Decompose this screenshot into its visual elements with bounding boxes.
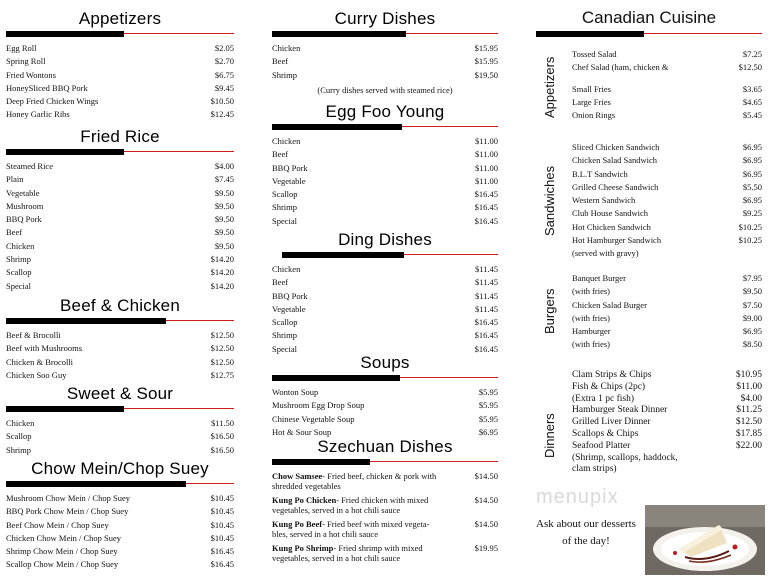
section-divider (272, 251, 498, 259)
menu-item-price: $9.00 (742, 312, 762, 323)
section-divider (6, 30, 234, 38)
menu-item (6, 356, 234, 369)
menu-item (6, 55, 234, 68)
menu-item-price: $4.00 (214, 161, 234, 171)
menu-item-price: $16.45 (474, 317, 498, 328)
menu-item-price: $12.50 (210, 330, 234, 340)
menu-item (572, 417, 762, 429)
section-title: Fried Rice (80, 127, 160, 146)
menu-item-name: Shrimp (6, 444, 32, 455)
menu-item-price: $10.25 (738, 221, 762, 232)
menu-item (6, 266, 234, 279)
menu-item-price: $11.45 (474, 303, 498, 314)
menu-item-price: $16.45 (474, 343, 498, 354)
egg-foo-young-section (272, 101, 498, 228)
menu-item-price: $6.95 (742, 142, 762, 152)
menu-item (6, 519, 234, 532)
menu-item-name (272, 470, 442, 494)
menu-item-name: B.L.T Sandwich (572, 168, 628, 179)
menu-item-price: $5.95 (478, 400, 498, 411)
menu-item-name: Special (272, 215, 298, 226)
szechuan-section (272, 436, 498, 566)
canadian-burgers-list (572, 272, 762, 352)
menu-item-bold-name: Kung Po Beef (272, 519, 323, 529)
menu-item-price: $11.00 (474, 149, 498, 160)
menu-item (572, 382, 762, 394)
menu-item (272, 188, 498, 201)
section-divider (6, 317, 234, 325)
dessert-note-line1: Ask about our desserts (536, 518, 636, 530)
menu-item (572, 338, 762, 351)
menu-item-price: $15.95 (474, 43, 498, 53)
menu-item (272, 399, 498, 412)
menu-item-name: Chicken Soo Guy (6, 369, 67, 380)
section-title: Egg Foo Young (325, 102, 445, 121)
menu-item-price: $5.50 (742, 181, 762, 192)
menu-item-price: $7.45 (214, 174, 234, 185)
section-divider (272, 374, 498, 382)
menu-item-price: $17.85 (735, 428, 762, 439)
menu-item (272, 386, 498, 399)
menu-item (6, 532, 234, 545)
menu-item-price: $14.20 (210, 280, 234, 291)
menu-item-name: Fried Wontons (6, 69, 56, 80)
menu-item (272, 55, 498, 68)
menu-item-price: $14.20 (210, 267, 234, 278)
menu-item (272, 175, 498, 188)
beef-chicken-section (6, 295, 234, 382)
section-divider (272, 30, 498, 38)
menu-item (572, 441, 762, 453)
menu-item (6, 280, 234, 293)
menu-item (572, 207, 762, 220)
menu-item-name: Mushroom Chow Mein / Chop Suey (6, 493, 130, 503)
section-title: Soups (360, 353, 410, 372)
menu-item-name: Egg Roll (6, 43, 37, 53)
menu-item-name: Hot & Sour Soup (272, 426, 332, 437)
menu-item (272, 494, 498, 518)
menu-item (572, 312, 762, 325)
menu-item-name: Grilled Cheese Sandwich (572, 181, 659, 192)
menu-item (6, 200, 234, 213)
menu-item (572, 168, 762, 181)
menu-item-price: $6.95 (742, 155, 762, 166)
menu-item-description: - Fried chicken with mixed vegetables, served in a hot chili sauce (272, 495, 429, 515)
menu-item (272, 69, 498, 82)
menu-item-price: $5.95 (478, 387, 498, 397)
menu-item-price: $9.50 (214, 200, 234, 211)
menu-item-price: $7.95 (742, 273, 762, 283)
menu-item-name: Shrimp (272, 69, 298, 80)
menu-item-name: Beef (272, 277, 289, 288)
menu-item (572, 109, 762, 122)
menu-item-price: $12.50 (738, 62, 762, 73)
menu-item-name: Beef (272, 56, 289, 67)
menu-item (6, 369, 234, 382)
menu-item-name: clam strips) (572, 464, 617, 475)
menu-item-name: Shrimp (6, 254, 32, 265)
menu-item (272, 542, 498, 566)
menu-item-price: $6.95 (742, 326, 762, 337)
menu-item (6, 329, 234, 342)
menu-item-name: Clam Strips & Chips (572, 370, 652, 380)
menu-item (6, 108, 234, 121)
menu-item-price: $6.95 (478, 426, 498, 437)
section-title: Curry Dishes (334, 9, 436, 28)
menu-item-name: (Extra 1 pc fish) (572, 393, 634, 404)
section-title: Szechuan Dishes (317, 437, 453, 456)
menu-item-name: (served with gravy) (572, 248, 639, 259)
menu-item (272, 215, 498, 228)
section-divider (536, 30, 762, 38)
menu-item (572, 370, 762, 382)
menu-item-name: Spring Roll (6, 56, 46, 67)
menu-item-name: Sliced Chicken Sandwich (572, 142, 660, 152)
dessert-note (536, 516, 636, 550)
menu-item-name: Plain (6, 174, 24, 185)
menu-item (6, 505, 234, 518)
menu-item-name: Onion Rings (572, 110, 616, 121)
menu-item-price: $12.45 (210, 109, 234, 120)
menu-item (6, 444, 234, 457)
menu-item-price: $10.45 (210, 519, 234, 530)
menu-item-name: Wonton Soup (272, 387, 319, 397)
menu-item-price: $11.45 (474, 264, 498, 274)
menu-item (6, 226, 234, 239)
menu-item-name: Mushroom (6, 200, 44, 211)
menu-item-price: $14.50 (474, 471, 498, 481)
menu-item (272, 329, 498, 342)
menu-item-price: $8.50 (742, 339, 762, 350)
menu-item-name: Fish & Chips (2pc) (572, 381, 646, 392)
menu-item-name: Western Sandwich (572, 195, 636, 206)
menu-item (6, 173, 234, 186)
menu-item-price: $10.50 (210, 96, 234, 107)
menu-item (6, 430, 234, 443)
menu-item-price: $11.00 (736, 381, 762, 392)
menu-item-price: $9.50 (214, 227, 234, 238)
canadian-dinners-list (572, 370, 762, 476)
menu-item (272, 290, 498, 303)
menu-item (572, 48, 762, 61)
menu-item-name: Hamburger (572, 326, 611, 337)
menu-item (6, 42, 234, 55)
section-title: Beef & Chicken (60, 296, 180, 315)
menu-item-name: Club House Sandwich (572, 208, 649, 219)
menu-item (572, 325, 762, 338)
ding-section (272, 229, 498, 356)
menu-item-price: $16.50 (210, 431, 234, 442)
menu-item-price: $6.75 (214, 69, 234, 80)
menu-item-price: $22.00 (735, 440, 762, 451)
menu-item (572, 285, 762, 298)
menu-item-price: $10.45 (210, 493, 234, 503)
soups-section (272, 352, 498, 439)
menu-item-price: $7.25 (742, 49, 762, 59)
menu-item (572, 154, 762, 167)
menu-item-price: $11.45 (474, 290, 498, 301)
menu-item-price: $9.50 (214, 240, 234, 251)
menu-item-name (272, 494, 442, 518)
fried-rice-section (6, 126, 234, 293)
appetizers-section (6, 8, 234, 122)
menu-item-price: $5.45 (742, 110, 762, 121)
menu-item (572, 247, 762, 260)
menu-item-name: (with fries) (572, 312, 611, 323)
menu-item-price: $11.45 (474, 277, 498, 288)
menu-item (6, 213, 234, 226)
section-divider (272, 458, 498, 466)
menu-item-name: Chicken Chow Mein / Chop Suey (6, 532, 121, 543)
menu-item-name: Beef Chow Mein / Chop Suey (6, 519, 109, 530)
menu-item-name: Scallop Chow Mein / Chop Suey (6, 559, 119, 570)
menu-item (6, 545, 234, 558)
sandwiches-side-label: Sandwiches (542, 165, 557, 236)
menu-item-name: Beef & Brocolli (6, 330, 61, 340)
menu-item-name: Hot Chicken Sandwich (572, 221, 651, 232)
menu-item (272, 201, 498, 214)
menu-item-name (272, 518, 442, 542)
menu-item-price: $16.50 (210, 444, 234, 455)
menu-item-name: Chicken Salad Burger (572, 299, 647, 310)
menu-item-name: Chicken Salad Sandwich (572, 155, 657, 166)
menu-item (272, 42, 498, 55)
menu-item-price: $14.50 (474, 519, 498, 529)
menu-item-price: $4.65 (742, 96, 762, 107)
menu-item-name: (Shrimp, scallops, haddock, (572, 452, 678, 463)
menu-item-name: Scallop (272, 317, 298, 328)
menu-item-name: Scallop (6, 431, 32, 442)
menu-item-price: $12.50 (210, 343, 234, 354)
menu-item (572, 194, 762, 207)
menu-item-price: $7.50 (742, 299, 762, 310)
menu-item (272, 518, 498, 542)
menu-item-name: Chicken (272, 264, 301, 274)
menu-item-name: Deep Fried Chicken Wings (6, 96, 99, 107)
menu-item-price: $19.50 (474, 69, 498, 80)
menu-item-price: $12.75 (210, 369, 234, 380)
menu-item-name: Seafood Platter (572, 440, 631, 451)
canadian-appetizers-list (572, 48, 762, 122)
menu-item-name: BBQ Pork Chow Mein / Chop Suey (6, 506, 129, 517)
menu-item (6, 160, 234, 173)
menu-item-price: $10.95 (735, 370, 762, 380)
menu-item-name: Shrimp (272, 330, 298, 341)
menu-item (272, 162, 498, 175)
menu-item-name: BBQ Pork (272, 290, 308, 301)
menu-item-name: Chicken (6, 240, 35, 251)
menu-item-name: Shrimp Chow Mein / Chop Suey (6, 546, 118, 557)
menu-item-price: $11.00 (474, 136, 498, 146)
menu-item (6, 558, 234, 571)
menu-item-name: Chicken (272, 136, 301, 146)
menu-item-bold-name: Chow Samsee (272, 471, 323, 481)
menu-item-name: BBQ Pork (272, 162, 308, 173)
menu-item-price: $14.50 (474, 495, 498, 505)
menu-item (572, 234, 762, 247)
menu-item-price: $2.70 (214, 56, 234, 67)
menu-item (572, 405, 762, 417)
menu-item (6, 253, 234, 266)
menu-item (272, 470, 498, 494)
menu-item-price: $16.45 (474, 202, 498, 213)
chow-mein-section (6, 458, 234, 572)
menu-item (6, 492, 234, 505)
menu-item-price: $16.45 (474, 189, 498, 200)
menu-item-name: Chef Salad (ham, chicken & (572, 62, 669, 73)
menu-item-price: $9.50 (214, 187, 234, 198)
menu-item (6, 95, 234, 108)
menu-item (6, 82, 234, 95)
menu-item (572, 181, 762, 194)
dessert-photo (645, 505, 765, 575)
menu-item-name: Grilled Liver Dinner (572, 417, 651, 428)
menu-item-name: (with fries) (572, 339, 611, 350)
menu-item-price: $14.20 (210, 254, 234, 265)
menu-item (572, 299, 762, 312)
menu-item (572, 272, 762, 285)
menu-item-name: Tossed Salad (572, 49, 617, 59)
menu-item (6, 69, 234, 82)
menu-item-price: $6.95 (742, 195, 762, 206)
menu-item-price: $10.25 (738, 235, 762, 246)
appetizers-side-label: Appetizers (542, 56, 557, 118)
menu-item-price: $3.65 (742, 83, 762, 94)
menu-item-name: Banquet Burger (572, 273, 626, 283)
menu-item (572, 75, 762, 83)
menu-item-price: $11.00 (474, 175, 498, 186)
menu-item-price: $16.45 (210, 546, 234, 557)
menu-item-name: Beef with Mushrooms (6, 343, 83, 354)
menu-item (572, 61, 762, 74)
menu-item-name: Scallop (6, 267, 32, 278)
menu-item-name: Chicken (272, 43, 301, 53)
menu-item (6, 187, 234, 200)
menu-item-description: - Fried shrimp with mixed vegetables, served in a hot chili sauce (272, 543, 423, 563)
menu-item (572, 429, 762, 441)
menu-item-name: Honey Garlic Ribs (6, 109, 70, 120)
section-divider (6, 405, 234, 413)
menu-item-name: Chicken & Brocolli (6, 356, 74, 367)
menu-item-price: $12.50 (735, 417, 762, 428)
menu-item-name: Beef (272, 149, 289, 160)
menu-item-price: $16.45 (474, 330, 498, 341)
menu-item-price: $11.00 (474, 162, 498, 173)
burgers-side-label: Burgers (542, 288, 557, 334)
section-title: Chow Mein/Chop Suey (31, 459, 209, 478)
section-title: Appetizers (78, 9, 162, 28)
menu-item-price: $9.50 (742, 286, 762, 297)
menu-item-name: Steamed Rice (6, 161, 53, 171)
menu-item-description: - Fried beef with mixed vegeta-bles, served in a hot chili sauce (272, 519, 430, 539)
menu-item-name: Mushroom Egg Drop Soup (272, 400, 365, 411)
menu-item (272, 316, 498, 329)
menu-item-price: $16.45 (474, 215, 498, 226)
menu-item (272, 303, 498, 316)
menu-item-price: $2.05 (214, 43, 234, 53)
menu-item-name: BBQ Pork (6, 214, 42, 225)
menu-item-name: Vegetable (6, 187, 40, 198)
menu-item-price: $11.50 (210, 418, 234, 428)
menu-item (572, 464, 762, 476)
menu-item (572, 394, 762, 406)
canadian-cuisine-title: Canadian Cuisine (581, 8, 717, 27)
menu-item (272, 135, 498, 148)
menu-item-price: $12.50 (210, 356, 234, 367)
menu-item (6, 342, 234, 355)
menu-item-price: $6.95 (742, 168, 762, 179)
menu-item (572, 453, 762, 465)
menu-item (272, 148, 498, 161)
menu-item-price: $9.45 (214, 82, 234, 93)
menu-item-name: Vegetable (272, 175, 306, 186)
menu-item-name: Hot Hamburger Sandwich (572, 235, 662, 246)
menu-item (272, 413, 498, 426)
menu-item-name: Scallop (272, 189, 298, 200)
menu-item-description: - Fried beef, chicken & pork with shredded vegetables (272, 471, 437, 491)
menu-item-name: Vegetable (272, 303, 306, 314)
section-divider (6, 148, 234, 156)
curry-section (272, 8, 498, 97)
menu-item-name: Large Fries (572, 96, 611, 107)
menu-item-price: $11.25 (736, 405, 762, 416)
menu-item-name: Scallops & Chips (572, 428, 639, 439)
menu-item (572, 141, 762, 154)
menu-item-name: Special (6, 280, 32, 291)
menu-item-name: (with fries) (572, 286, 611, 297)
menu-item-price: $10.45 (210, 532, 234, 543)
menu-item-bold-name: Kung Po Chicken (272, 495, 337, 505)
menu-item-price: $9.50 (214, 214, 234, 225)
menu-item (6, 240, 234, 253)
section-divider (272, 123, 498, 131)
section-title: Sweet & Sour (66, 384, 174, 403)
dessert-note-line2: of the day! (562, 535, 610, 547)
menu-item (6, 417, 234, 430)
curry-note: (Curry dishes served with steamed rice) (317, 84, 453, 95)
watermark-text: menupix (536, 486, 619, 508)
sweet-sour-section (6, 383, 234, 457)
section-title: Ding Dishes (338, 230, 432, 249)
menu-item-price: $9.25 (742, 208, 762, 219)
menu-item-name: Special (272, 343, 298, 354)
menu-item-name: Beef (6, 227, 23, 238)
menu-item-bold-name: Kung Po Shrimp (272, 543, 334, 553)
canadian-sandwiches-list (572, 141, 762, 261)
dinners-side-label: Dinners (542, 413, 557, 458)
menu-item (272, 276, 498, 289)
menu-item-name (272, 542, 442, 566)
section-divider (6, 480, 234, 488)
menu-item-price: $15.95 (474, 56, 498, 67)
menu-item-name: Small Fries (572, 83, 611, 94)
menu-item-price: $10.45 (210, 506, 234, 517)
menu-item-price: $19.95 (474, 543, 498, 553)
menu-item (572, 221, 762, 234)
menu-item (272, 263, 498, 276)
menu-item-price: $4.00 (740, 393, 762, 404)
menu-item-price: $16.45 (210, 559, 234, 570)
menu-item-name: Chicken (6, 418, 35, 428)
menu-item-name: HoneySliced BBQ Pork (6, 82, 88, 93)
menu-item-price: $5.95 (478, 413, 498, 424)
menu-item-name: Shrimp (272, 202, 298, 213)
menu-item (572, 96, 762, 109)
menu-item (572, 83, 762, 96)
menu-item-name: Hamburger Steak Dinner (572, 405, 668, 416)
menu-item-name: Chinese Vegetable Soup (272, 413, 355, 424)
